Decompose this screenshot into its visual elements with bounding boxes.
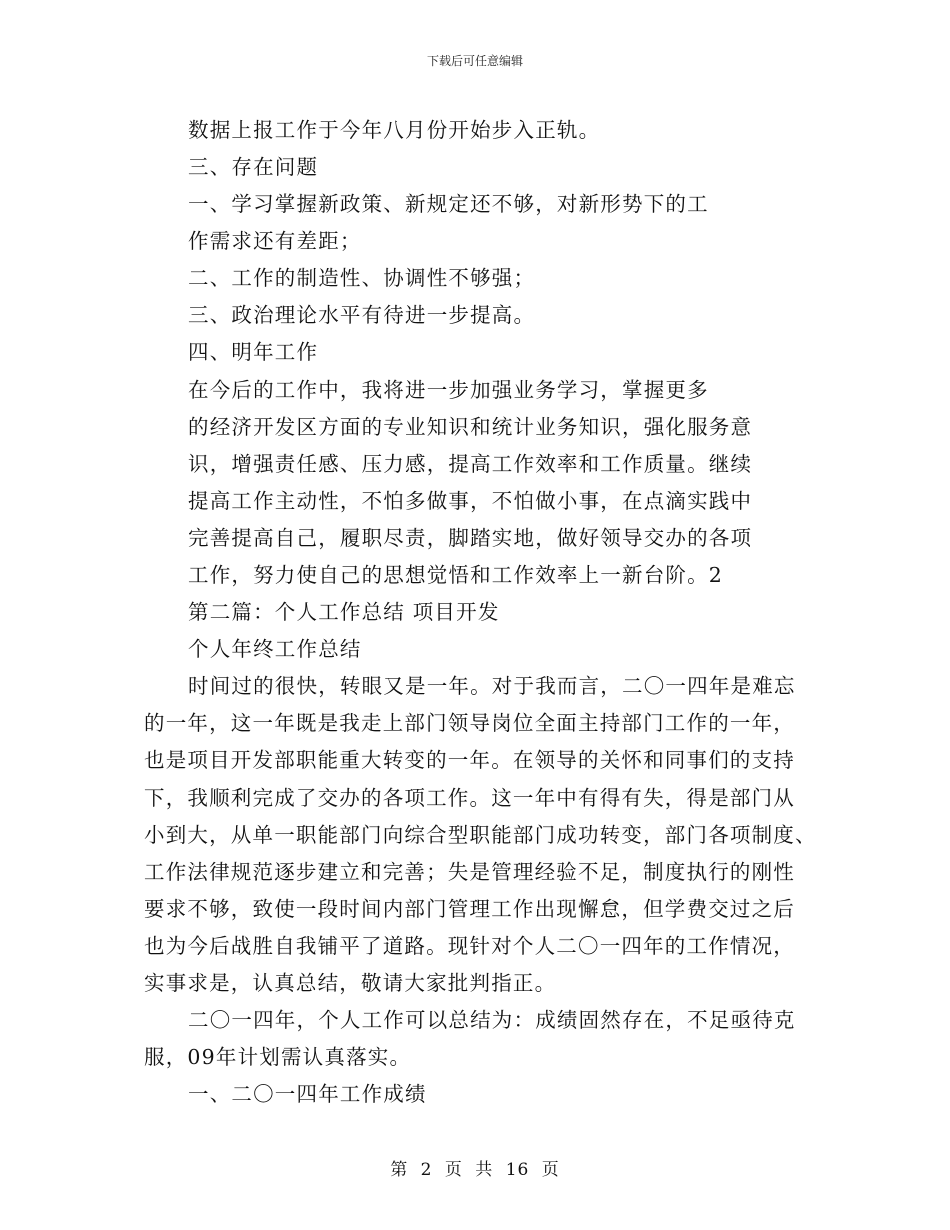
text-line: 作需求还有差距； xyxy=(188,229,362,253)
section-heading: 四、明年工作 xyxy=(188,340,319,364)
text-line: 小到大，从单一职能部门向综合型职能部门成功转变，部门各项制度、 xyxy=(144,823,817,847)
text-line: 要求不够，致使一段时间内部门管理工作出现懈怠，但学费交过之后 xyxy=(144,897,795,921)
text-line: 服，09年计划需认真落实。 xyxy=(144,1045,412,1069)
text-line: 识，增强责任感、压力感，提高工作效率和工作质量。继续 xyxy=(188,452,753,476)
text-line: 二、工作的制造性、协调性不够强； xyxy=(188,266,536,290)
text-line: 三、政治理论水平有待进一步提高。 xyxy=(188,303,536,327)
section-heading: 三、存在问题 xyxy=(188,155,319,179)
text-line: 工作法律规范逐步建立和完善；失是管理经验不足，制度执行的刚性 xyxy=(144,860,795,884)
text-line: 提高工作主动性，不怕多做事，不怕做小事，在点滴实践中 xyxy=(188,489,753,513)
text-line: 二〇一四年，个人工作可以总结为：成绩固然存在，不足亟待克 xyxy=(188,1008,796,1032)
page-header: 下载后可任意编辑 xyxy=(426,54,523,68)
article-subtitle: 个人年终工作总结 xyxy=(188,637,362,661)
text-line: 下，我顺利完成了交办的各项工作。这一年中有得有失，得是部门从 xyxy=(144,786,795,810)
text-line: 实事求是，认真总结，敬请大家批判指正。 xyxy=(144,971,557,995)
article-title: 第二篇：个人工作总结 项目开发 xyxy=(188,600,500,624)
text-line: 完善提高自己，履职尽责，脚踏实地，做好领导交办的各项 xyxy=(188,526,753,550)
page-number: 第 2 页 共 16 页 xyxy=(390,1160,560,1180)
text-line: 数据上报工作于今年八月份开始步入正轨。 xyxy=(188,118,601,142)
text-line: 的一年，这一年既是我走上部门领导岗位全面主持部门工作的一年， xyxy=(144,711,795,735)
text-line: 也是项目开发部职能重大转变的一年。在领导的关怀和同事们的支持 xyxy=(144,748,795,772)
section-heading: 一、二〇一四年工作成绩 xyxy=(188,1082,427,1106)
text-line: 的经济开发区方面的专业知识和统计业务知识，强化服务意 xyxy=(188,415,753,439)
text-line: 也为今后战胜自我铺平了道路。现针对个人二〇一四年的工作情况， xyxy=(144,934,795,958)
text-line: 一、学习掌握新政策、新规定还不够，对新形势下的工 xyxy=(188,192,709,216)
text-line: 时间过的很快，转眼又是一年。对于我而言，二〇一四年是难忘 xyxy=(188,674,796,698)
text-line: 在今后的工作中，我将进一步加强业务学习，掌握更多 xyxy=(188,378,709,402)
text-line: 工作，努力使自己的思想觉悟和工作效率上一新台阶。2 xyxy=(188,563,724,587)
